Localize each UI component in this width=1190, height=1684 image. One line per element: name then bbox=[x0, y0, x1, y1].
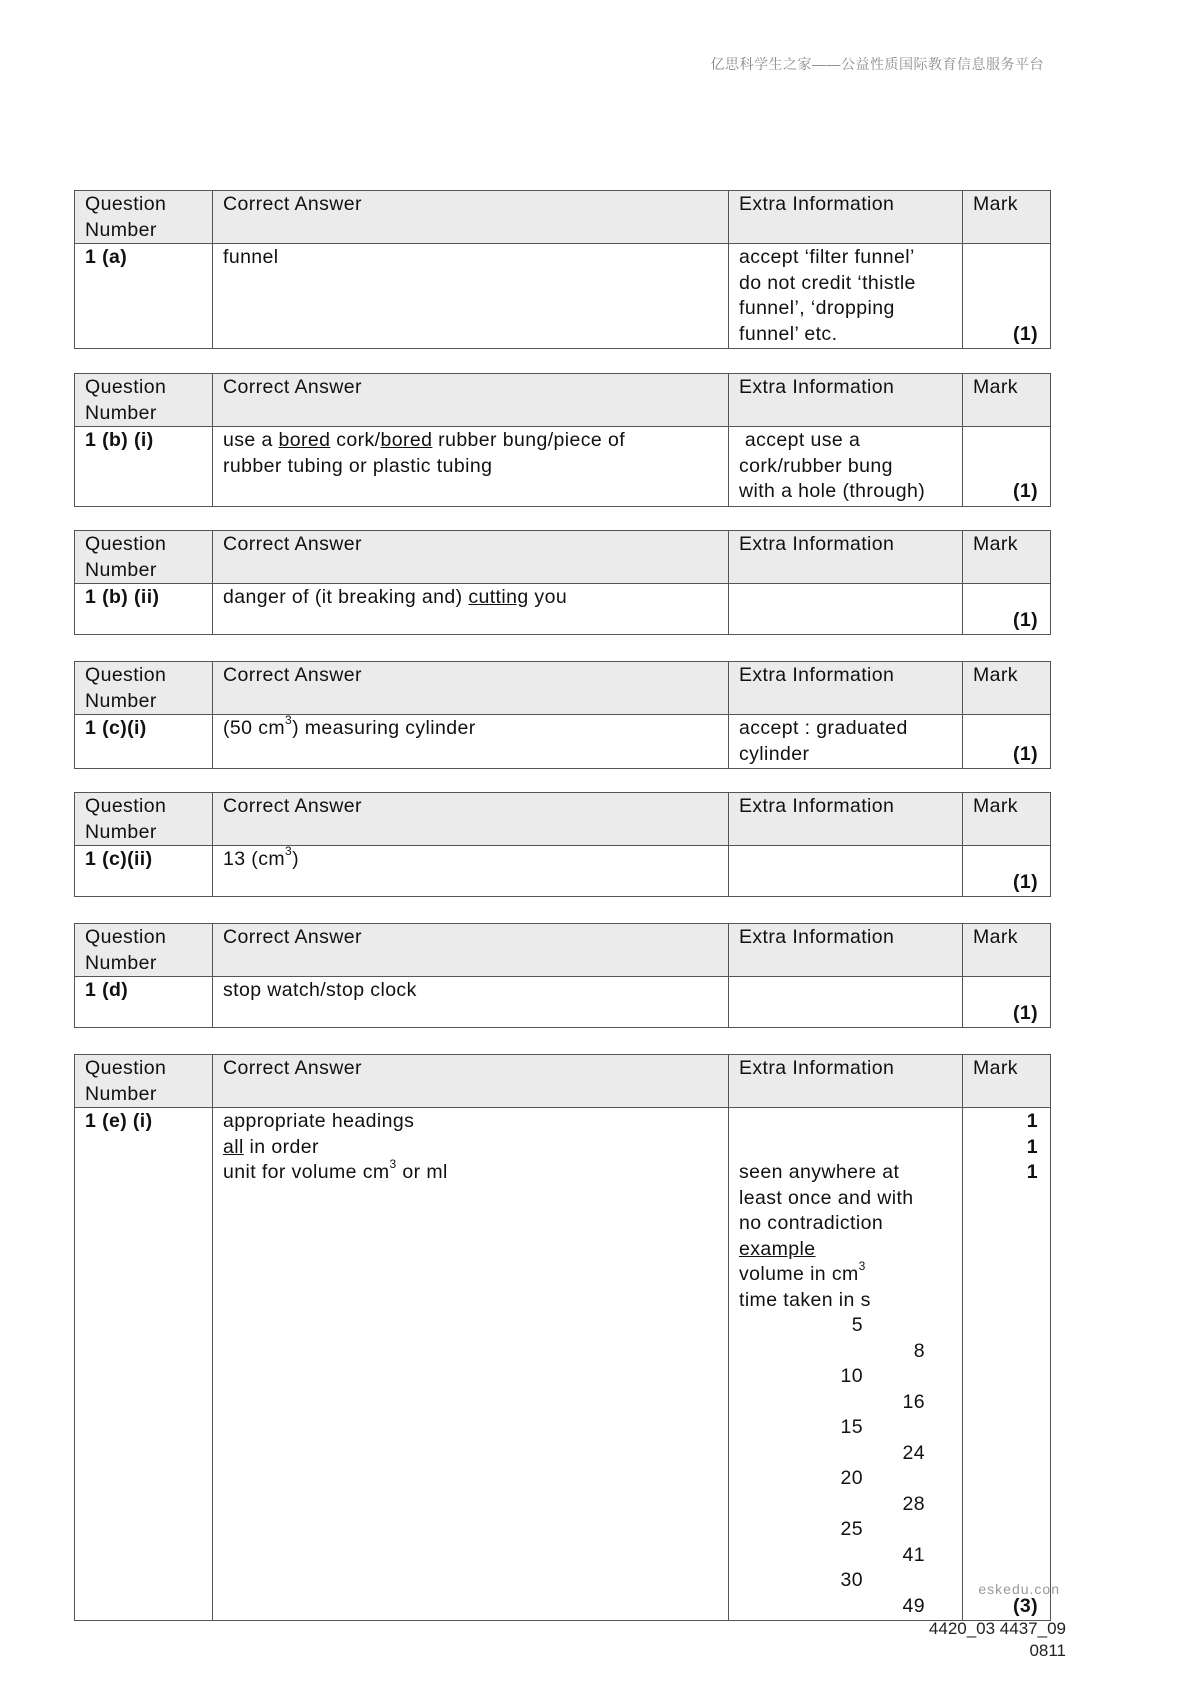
table-header-row bbox=[75, 531, 1051, 584]
header-extra-information: Extra Information bbox=[729, 793, 963, 846]
table-row bbox=[75, 584, 1051, 635]
question-number: 1 (d) bbox=[75, 977, 213, 1028]
example-label: example bbox=[739, 1237, 816, 1260]
header-mark: Mark bbox=[963, 662, 1051, 715]
header-question-number: Question Number bbox=[75, 1055, 213, 1108]
correct-answer: appropriate headings all in order unit for volume $cm^3$ or ml bbox=[213, 1108, 729, 1621]
site-header: 亿思科学生之家——公益性质国际教育信息服务平台 bbox=[710, 56, 1044, 72]
table-header-row bbox=[75, 793, 1051, 846]
question-number: 1 (c)(ii) bbox=[75, 846, 213, 897]
question-number: 1 (c)(i) bbox=[75, 715, 213, 769]
header-extra-information: Extra Information bbox=[729, 662, 963, 715]
document-code-line: 4420_03 4437_09 bbox=[928, 1619, 1066, 1638]
mark-scheme-table-1cii bbox=[74, 792, 1051, 897]
document-code-line: 0811 bbox=[1029, 1641, 1066, 1660]
header-question-number: Question Number bbox=[75, 662, 213, 715]
table-row bbox=[75, 715, 1051, 769]
header-question-number: Question Number bbox=[75, 191, 213, 244]
header-extra-information: Extra Information bbox=[729, 531, 963, 584]
header-correct-answer: Correct Answer bbox=[213, 662, 729, 715]
header-extra-information: Extra Information bbox=[729, 374, 963, 427]
correct-answer: (50 $cm^3$) measuring cylinder bbox=[213, 715, 729, 769]
extra-information bbox=[729, 584, 963, 635]
example-data-row: 1524 bbox=[840, 1416, 925, 1464]
table-row bbox=[75, 846, 1051, 897]
extra-information bbox=[729, 977, 963, 1028]
correct-answer: 13 $(cm^3)$ bbox=[213, 846, 729, 897]
mark-scheme-table-1a bbox=[74, 190, 1051, 349]
header-extra-information: Extra Information bbox=[729, 924, 963, 977]
header-extra-information: Extra Information bbox=[729, 1055, 963, 1108]
mark: (1) bbox=[963, 584, 1051, 635]
table-header-row bbox=[75, 374, 1051, 427]
question-number: 1 (b) (i) bbox=[75, 427, 213, 507]
header-extra-information: Extra Information bbox=[729, 191, 963, 244]
table-header-row bbox=[75, 662, 1051, 715]
correct-answer: funnel bbox=[213, 244, 729, 349]
mark bbox=[963, 1108, 1051, 1621]
question-number: 1 (b) (ii) bbox=[75, 584, 213, 635]
mark-scheme-table-1ci bbox=[74, 661, 1051, 769]
header-mark: Mark bbox=[963, 1055, 1051, 1108]
mark-point: 1 bbox=[1026, 1110, 1038, 1132]
table-row bbox=[75, 244, 1051, 349]
mark-scheme-table-1ei bbox=[74, 1054, 1051, 1621]
extra-information bbox=[729, 846, 963, 897]
mark-point: 1 bbox=[1026, 1135, 1038, 1158]
site-footer: eskedu.con bbox=[978, 1581, 1060, 1597]
header-question-number: Question Number bbox=[75, 793, 213, 846]
header-correct-answer: Correct Answer bbox=[213, 191, 729, 244]
table-row bbox=[75, 1108, 1051, 1621]
table-row bbox=[75, 427, 1051, 507]
document-code bbox=[929, 1618, 1066, 1662]
example-data-table bbox=[821, 1313, 952, 1619]
mark: (1) bbox=[963, 427, 1051, 507]
example-data-row: 1016 bbox=[840, 1365, 925, 1413]
header-correct-answer: Correct Answer bbox=[213, 793, 729, 846]
mark-scheme-table-1d bbox=[74, 923, 1051, 1028]
extra-information: accept ‘filter funnel’ do not credit ‘thistle funnel’, ‘dropping funnel’ etc. bbox=[729, 244, 963, 349]
mark: (1) bbox=[963, 715, 1051, 769]
table-header-row bbox=[75, 191, 1051, 244]
header-mark: Mark bbox=[963, 924, 1051, 977]
mark-scheme-table-1bii bbox=[74, 530, 1051, 635]
table-header-row bbox=[75, 1055, 1051, 1108]
example-data-row: 58 bbox=[851, 1314, 925, 1362]
extra-information: seen anywhere at least once and with no contradiction example volume in $cm^3$ time taken in s 58 1016 1524 2028 2541 3049 bbox=[729, 1108, 963, 1621]
table-row bbox=[75, 977, 1051, 1028]
header-correct-answer: Correct Answer bbox=[213, 531, 729, 584]
header-mark: Mark bbox=[963, 374, 1051, 427]
example-data-row: 2028 bbox=[840, 1467, 925, 1515]
header-correct-answer: Correct Answer bbox=[213, 1055, 729, 1108]
extra-information: accept : graduated cylinder bbox=[729, 715, 963, 769]
mark-point: 1 bbox=[1026, 1161, 1038, 1183]
header-question-number: Question Number bbox=[75, 924, 213, 977]
example-data-row: 3049 bbox=[840, 1569, 925, 1617]
correct-answer: stop watch/stop clock bbox=[213, 977, 729, 1028]
header-question-number: Question Number bbox=[75, 374, 213, 427]
header-correct-answer: Correct Answer bbox=[213, 374, 729, 427]
example-data-row: 2541 bbox=[840, 1518, 925, 1566]
header-mark: Mark bbox=[963, 531, 1051, 584]
correct-answer: use a bored cork/bored rubber bung/piece of rubber tubing or plastic tubing bbox=[213, 427, 729, 507]
mark: (1) bbox=[963, 977, 1051, 1028]
mark: (1) bbox=[963, 244, 1051, 349]
header-mark: Mark bbox=[963, 191, 1051, 244]
question-number: 1 (e) (i) bbox=[75, 1108, 213, 1621]
table-header-row bbox=[75, 924, 1051, 977]
mark-scheme-table-1bi bbox=[74, 373, 1051, 507]
header-question-number: Question Number bbox=[75, 531, 213, 584]
question-number: 1 (a) bbox=[75, 244, 213, 349]
header-correct-answer: Correct Answer bbox=[213, 924, 729, 977]
mark: (1) bbox=[963, 846, 1051, 897]
correct-answer: danger of (it breaking and) cutting you bbox=[213, 584, 729, 635]
header-mark: Mark bbox=[963, 793, 1051, 846]
mark-total: (3) bbox=[1012, 1594, 1038, 1617]
extra-information: accept use a cork/rubber bung with a hole (through) bbox=[729, 427, 963, 507]
